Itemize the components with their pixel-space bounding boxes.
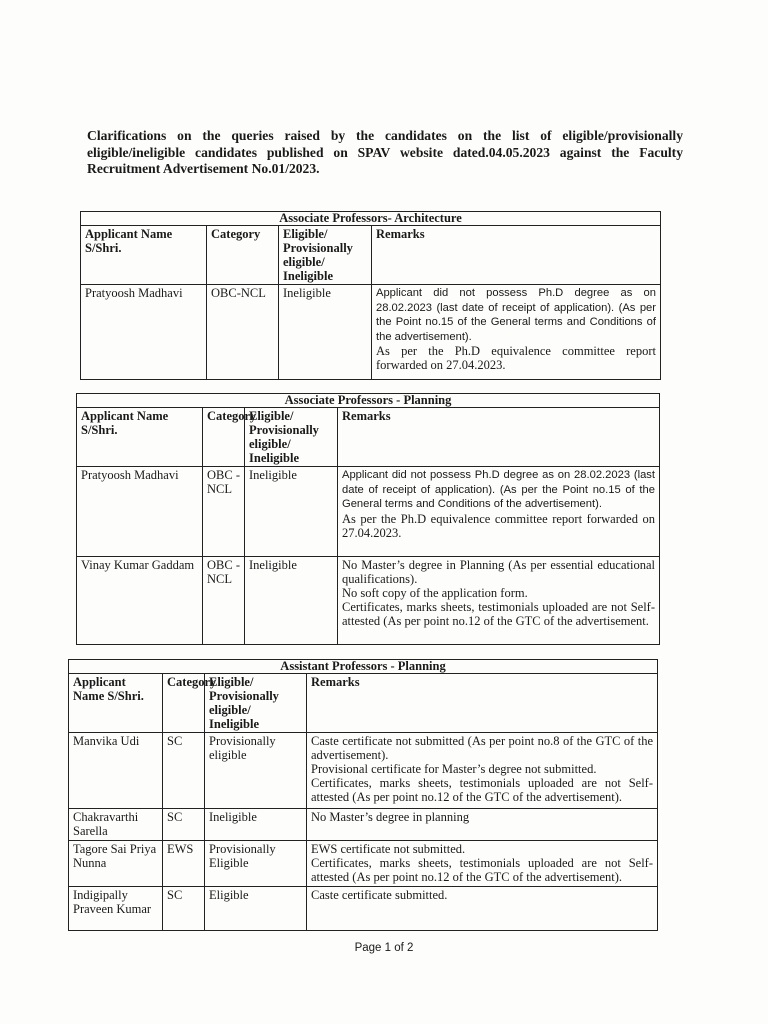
column-header-status: Eligible/ Provisionally eligible/ Ineligible (205, 674, 307, 733)
applicant-category: SC (163, 733, 205, 809)
eligibility-status: Provisionally Eligible (205, 841, 307, 887)
remarks-cell (338, 467, 660, 557)
column-header-remarks: Remarks (372, 226, 661, 285)
eligibility-status: Provisionally eligible (205, 733, 307, 809)
remark-line: No Master’s degree in planning (311, 810, 470, 824)
eligibility-status: Ineligible (279, 285, 372, 380)
remarks-cell (338, 557, 660, 645)
applicant-name: Pratyoosh Madhavi (81, 285, 207, 380)
applicant-category: OBC - NCL (203, 467, 245, 557)
applicant-category: OBC - NCL (203, 557, 245, 645)
eligibility-status: Eligible (205, 887, 307, 931)
table-caption: Assistant Professors - Planning (69, 660, 658, 674)
applicant-category: EWS (163, 841, 205, 887)
remarks-cell (307, 733, 658, 809)
table-assoc-prof-planning (76, 393, 660, 645)
remark-line: Applicant did not possess Ph.D degree as on 28.02.2023 (last date of receipt of application). (As per the Point no.15 of the General terms and Conditions of the advertisement). (342, 469, 655, 510)
table-assoc-prof-architecture (80, 211, 661, 380)
remark-line: Caste certificate submitted. (311, 888, 448, 902)
remark-line: Certificates, marks sheets, testimonials uploaded are not Self-attested (As per point no.12 of the GTC of the advertisement). (311, 776, 653, 804)
column-header-status: Eligible/ Provisionally eligible/ Ineligible (279, 226, 372, 285)
table-caption: Associate Professors- Architecture (81, 212, 661, 226)
column-header-remarks: Remarks (338, 408, 660, 467)
page-number: Page 1 of 2 (354, 942, 414, 954)
applicant-name: Indigipally Praveen Kumar (69, 887, 163, 931)
remark-line: EWS certificate not submitted. (311, 842, 466, 856)
remark-line: As per the Ph.D equivalence committee report forwarded on 27.04.2023. (342, 511, 655, 540)
table-row (81, 285, 661, 380)
applicant-name: Vinay Kumar Gaddam (77, 557, 203, 645)
column-header-status: Eligible/ Provisionally eligible/ Ineligible (245, 408, 338, 467)
remark-line: Certificates, marks sheets, testimonials uploaded are not Self-attested (As per point no.12 of the GTC of the advertisement. (342, 600, 655, 628)
applicant-name: Manvika Udi (69, 733, 163, 809)
column-header-name: Applicant Name S/Shri. (81, 226, 207, 285)
remark-line: As per the Ph.D equivalence committee report forwarded on 27.04.2023. (376, 344, 656, 372)
remark-line: Certificates, marks sheets, testimonials uploaded are not Self-attested (As per point no.12 of the GTC of the advertisement). (311, 856, 653, 884)
remark-line: No Master’s degree in Planning (As per essential educational qualifications). (342, 558, 655, 586)
column-header-remarks: Remarks (307, 674, 658, 733)
eligibility-status: Ineligible (205, 809, 307, 841)
table-row (69, 809, 658, 841)
remark-line: Caste certificate not submitted (As per point no.8 of the GTC of the advertisement). (311, 734, 653, 762)
table-row (77, 467, 660, 557)
column-header-category: Category (207, 226, 279, 285)
table-caption: Associate Professors - Planning (77, 394, 660, 408)
table-row (69, 887, 658, 931)
eligibility-status: Ineligible (245, 467, 338, 557)
remark-line: Applicant did not possess Ph.D degree as on 28.02.2023 (last date of receipt of application). (As per the Point no.15 of the General terms and Conditions of the advertisement). (376, 287, 656, 343)
document-heading: Clarifications on the queries raised by the candidates on the list of eligible/provisionally eligible/ineligible candidates published on SPAV website dated.04.05.2023 against the Faculty Recruitment Advertisement No.01/2023. (87, 128, 683, 176)
column-header-name: Applicant Name S/Shri. (69, 674, 163, 733)
table-row (77, 557, 660, 645)
applicant-category: SC (163, 887, 205, 931)
applicant-name: Chakravarthi Sarella (69, 809, 163, 841)
table-asst-prof-planning (68, 659, 658, 931)
remarks-cell (372, 285, 661, 380)
table-row (69, 841, 658, 887)
column-header-category: Category (203, 408, 245, 467)
remarks-cell (307, 841, 658, 887)
remark-line: Provisional certificate for Master’s degree not submitted. (311, 762, 597, 776)
remark-line: No soft copy of the application form. (342, 586, 528, 600)
remarks-cell (307, 887, 658, 931)
applicant-category: OBC-NCL (207, 285, 279, 380)
eligibility-status: Ineligible (245, 557, 338, 645)
applicant-name: Pratyoosh Madhavi (77, 467, 203, 557)
column-header-name: Applicant Name S/Shri. (77, 408, 203, 467)
applicant-name: Tagore Sai Priya Nunna (69, 841, 163, 887)
remarks-cell (307, 809, 658, 841)
applicant-category: SC (163, 809, 205, 841)
table-row (69, 733, 658, 809)
column-header-category: Category (163, 674, 205, 733)
